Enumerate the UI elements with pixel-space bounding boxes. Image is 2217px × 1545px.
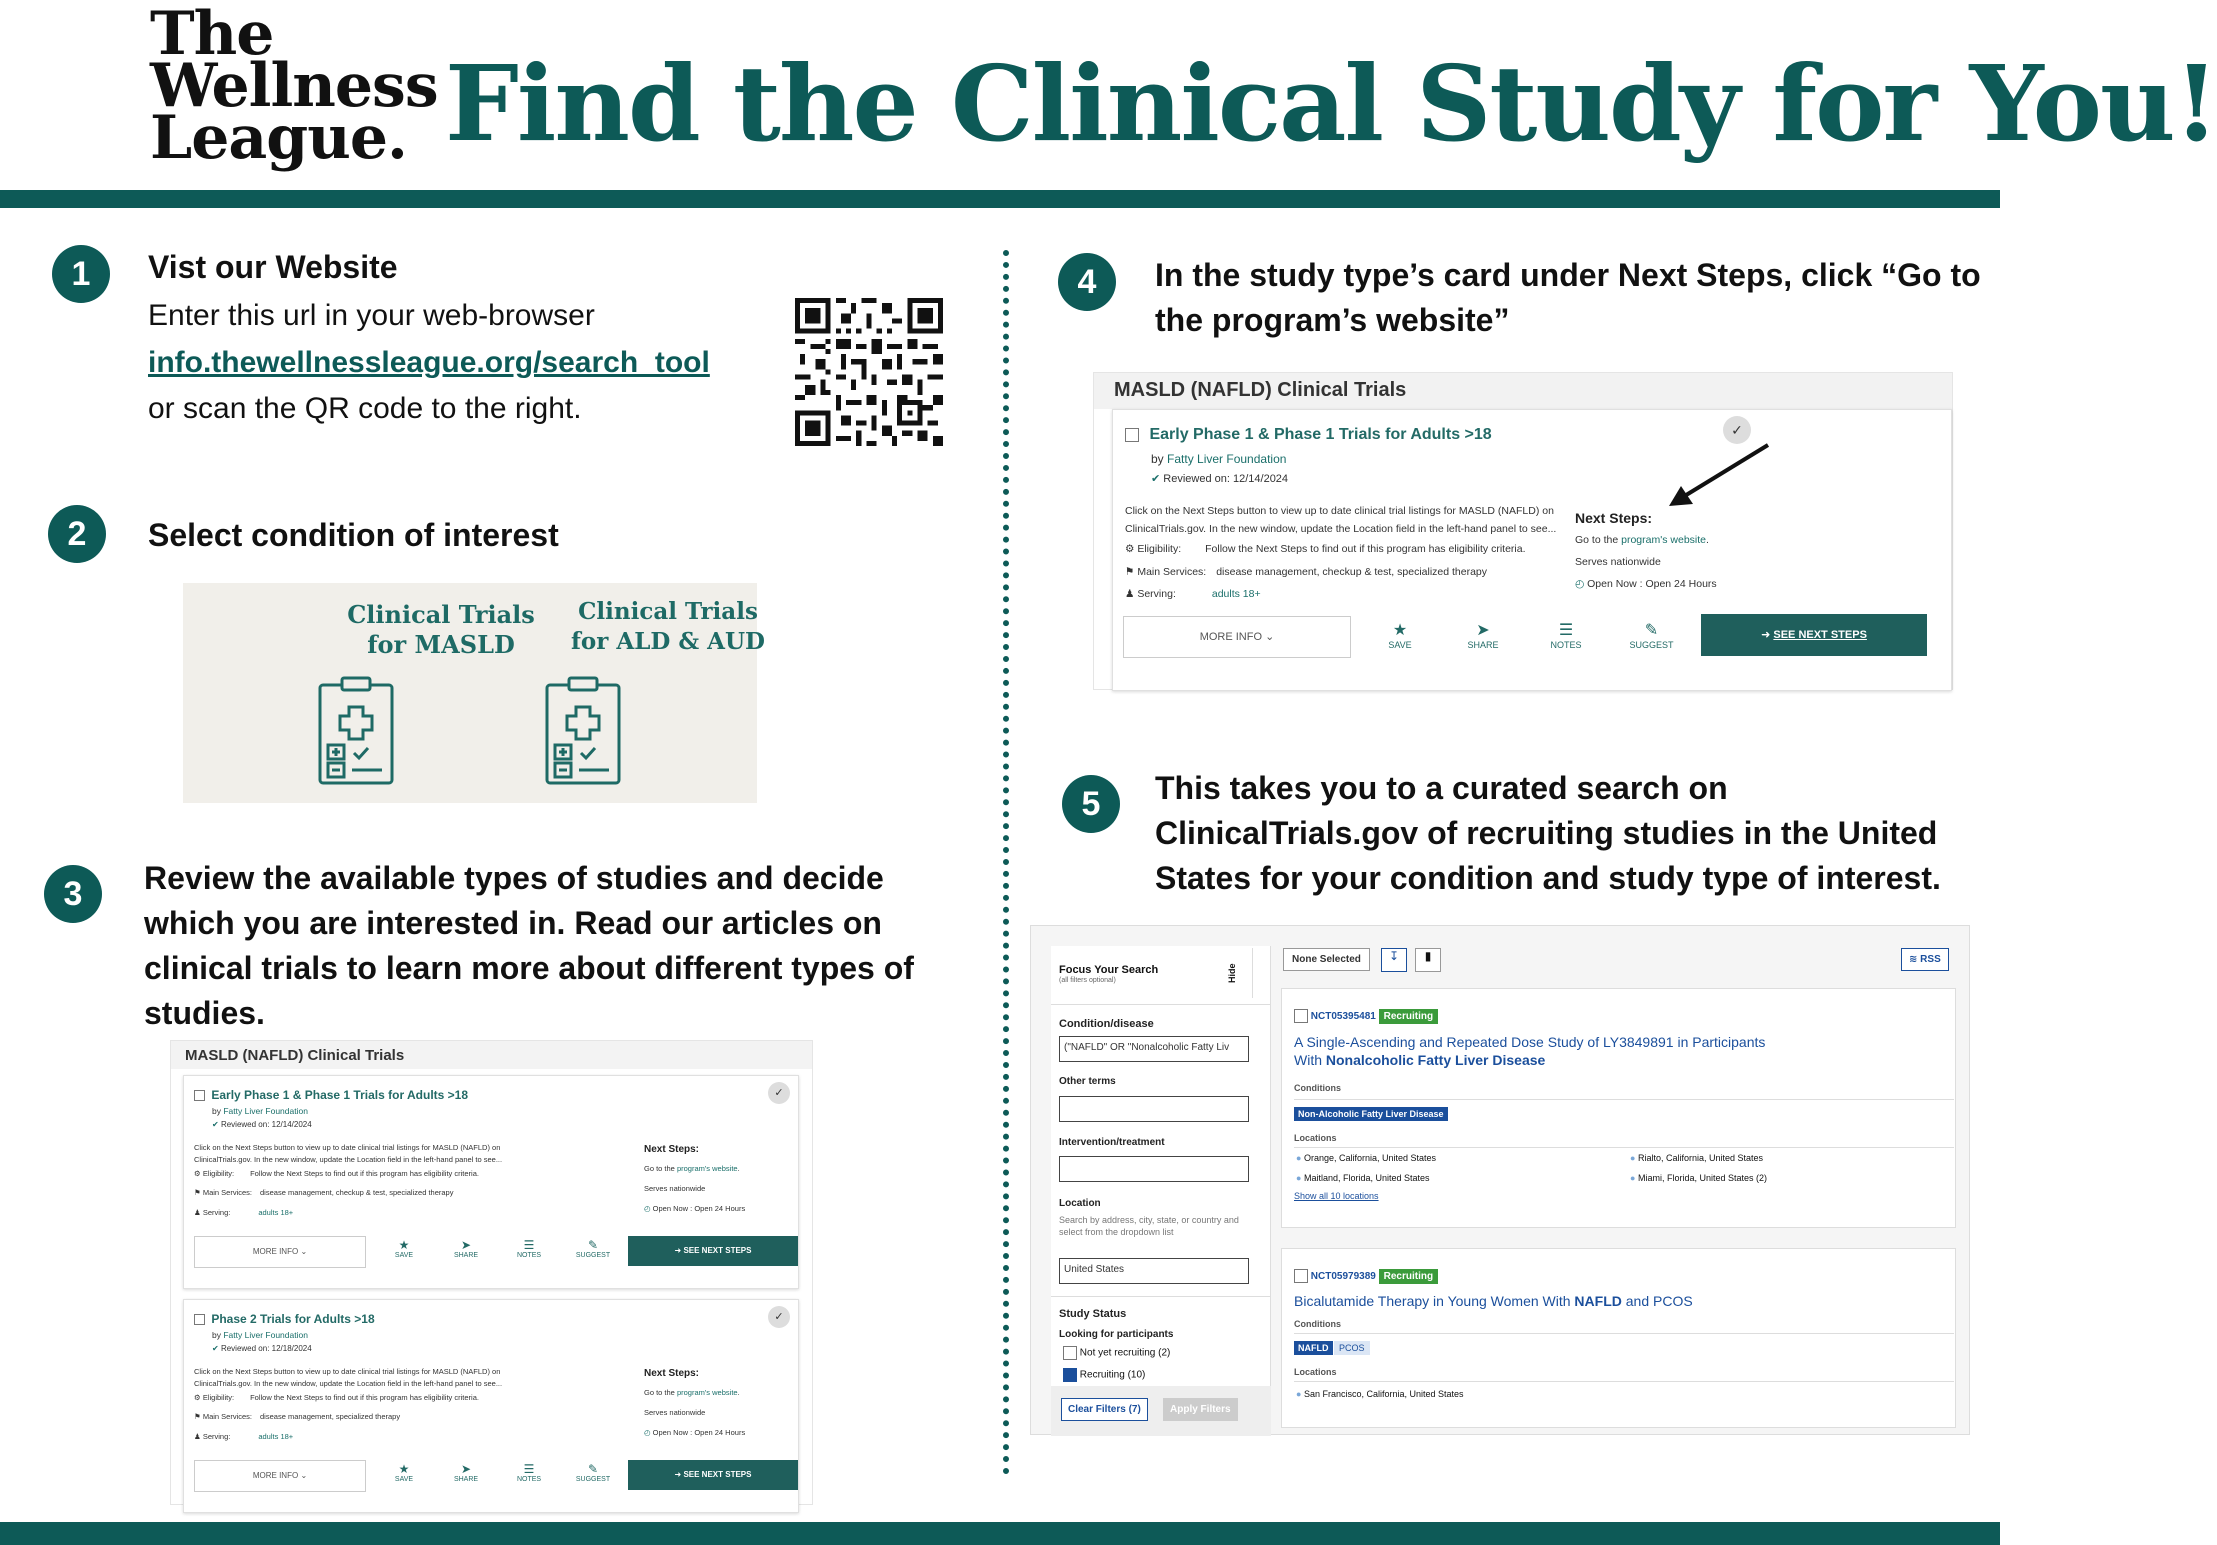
notes-button[interactable]: ☰ NOTES [509, 1462, 549, 1483]
next-steps-heading: Next Steps: [644, 1144, 700, 1155]
serves-nationwide: Serves nationwide [1575, 556, 1661, 568]
step-1-heading: Vist our Website [148, 249, 398, 285]
listing-header: MASLD (NAFLD) Clinical Trials [171, 1041, 812, 1069]
list-icon: ☰ [523, 1238, 535, 1252]
result-title[interactable]: Bicalutamide Therapy in Young Women With NAFLD and PCOS [1294, 1293, 1693, 1309]
result-checkbox[interactable] [1294, 1009, 1308, 1023]
next-steps-heading: Next Steps: [1575, 510, 1653, 526]
not-yet-recruiting-checkbox[interactable] [1063, 1346, 1077, 1360]
suggest-button[interactable]: ✎ SUGGEST [572, 1462, 614, 1483]
rss-icon: ≋ [1909, 954, 1918, 965]
footer-bar [0, 1522, 2000, 1545]
paper-plane-icon: ➤ [1476, 622, 1490, 639]
bookmark-icon[interactable]: ▮ [1415, 948, 1441, 972]
study-card: Early Phase 1 & Phase 1 Trials for Adults >18 by Fatty Liver Foundation ✔ Reviewed on: 12/14/2024 Click on the Next Steps button to view up to date clinical trial listings for MASLD (NAFLD) on ClinicalTrials.gov. In the new window, update the Location field in the left-hand panel to see... ⚙ Eligibility: Follow the Next Steps to find out if this program has eligibility criteria. ⚑ Main Services: disease management, checkup & test, specialized therapy ♟ Serving: adults 18+ Next Steps: Go to the program's website. Serves nationwide ◴ Open Now : Open 24 Hours ✓ MORE INFO ⌄ ★ SAVE ➤ SHARE ☰ NOTES ✎ SUGGEST ➜ SEE NEXT STEPS [183, 1075, 799, 1289]
save-button[interactable]: ★ SAVE [384, 1462, 424, 1483]
step-5-text: This takes you to a curated search on ClinicalTrials.gov of recruiting studies in the United States for your condition and study type of interest. [1155, 770, 1941, 896]
search-tool-link[interactable]: info.thewellnessleague.org/search_tool [148, 346, 710, 379]
option-masld-label[interactable]: Clinical Trials for MASLD [347, 600, 535, 659]
step-1-qr-hint: or scan the QR code to the right. [148, 392, 582, 425]
star-icon: ★ [398, 1462, 410, 1476]
chevron-down-icon: ⌄ [300, 1247, 308, 1256]
program-website-link[interactable]: program's website [676, 1388, 738, 1397]
column-divider [1003, 250, 1009, 1475]
other-terms-input[interactable] [1059, 1096, 1249, 1122]
clock-icon: ◴ [644, 1428, 651, 1437]
condition-tag: Non-Alcoholic Fatty Liver Disease [1294, 1107, 1448, 1121]
location-pin-icon: ● [1296, 1173, 1302, 1183]
next-steps-heading: Next Steps: [644, 1368, 700, 1379]
share-button[interactable]: ➤ SHARE [1458, 620, 1508, 650]
chevron-down-icon: ⌄ [1265, 631, 1275, 643]
arrow-pointer-icon [1663, 440, 1773, 510]
pencil-icon: ✎ [1644, 622, 1659, 639]
intervention-input[interactable] [1059, 1156, 1249, 1182]
checkmark-icon[interactable]: ✓ [768, 1082, 790, 1104]
save-button[interactable]: ★ SAVE [384, 1238, 424, 1259]
option-ald-aud-label[interactable]: Clinical Trials for ALD & AUD [571, 598, 765, 655]
location-input[interactable]: United States [1059, 1258, 1249, 1284]
listing-screenshot-large [1093, 372, 1953, 690]
card-title[interactable]: Phase 2 Trials for Adults >18 [211, 1312, 375, 1326]
see-next-steps-button[interactable]: ➜ SEE NEXT STEPS [1701, 614, 1927, 656]
condition-tag: PCOS [1334, 1341, 1370, 1355]
paper-plane-icon: ➤ [460, 1462, 472, 1476]
header-divider-bar [0, 190, 2000, 208]
star-icon: ★ [1392, 622, 1408, 639]
org-link[interactable]: Fatty Liver Foundation [223, 1106, 308, 1116]
clinicaltrials-screenshot [1030, 925, 1970, 1435]
serves-nationwide: Serves nationwide [644, 1184, 706, 1193]
step-4-badge: 4 [1058, 253, 1116, 311]
card-title[interactable]: Early Phase 1 & Phase 1 Trials for Adults >18 [211, 1088, 469, 1102]
paper-plane-icon: ➤ [460, 1238, 472, 1252]
clear-filters-button[interactable]: Clear Filters (7) [1061, 1398, 1148, 1421]
tag-icon: ⚑ [194, 1412, 201, 1421]
result-checkbox[interactable] [1294, 1269, 1308, 1283]
step-3-badge: 3 [44, 865, 102, 923]
clock-icon: ◴ [1575, 578, 1585, 590]
person-icon: ♟ [1125, 588, 1135, 600]
step-1-instruction: Enter this url in your web-browser [148, 299, 595, 332]
clipboard-icon[interactable] [543, 675, 623, 787]
suggest-button[interactable]: ✎ SUGGEST [1624, 620, 1679, 650]
result-card: NCT05979389 Recruiting Bicalutamide Therapy in Young Women With NAFLD and PCOS Conditions NAFLD PCOS Locations ● San Francisco, California, United States [1281, 1248, 1956, 1428]
org-link[interactable]: Fatty Liver Foundation [223, 1330, 308, 1340]
checkmark-icon[interactable]: ✓ [768, 1306, 790, 1328]
reviewed-date: Reviewed on: 12/14/2024 [1163, 473, 1289, 485]
person-icon: ♟ [194, 1432, 201, 1441]
show-all-locations-link[interactable]: Show all 10 locations [1294, 1191, 1379, 1201]
clock-icon: ◴ [644, 1204, 651, 1213]
step-4-text: In the study type’s card under Next Steps, click “Go to the program’s website” [1155, 257, 1981, 338]
step-3-text: Review the available types of studies and decide which you are interested in. Read our articles on clinical trials to learn more about different types of studies. [144, 860, 914, 1031]
card-description: Click on the Next Steps button to view up to date clinical trial listings for MASLD (NAFLD) on [1125, 505, 1554, 517]
condition-selector [183, 583, 765, 803]
page-title: Find the Clinical Study for You! [445, 42, 2217, 165]
more-info-button[interactable]: MORE INFO ⌄ [194, 1460, 366, 1492]
clipboard-icon[interactable] [316, 675, 396, 787]
suggest-button[interactable]: ✎ SUGGEST [572, 1238, 614, 1259]
org-link[interactable]: Fatty Liver Foundation [1167, 452, 1287, 466]
qr-code [795, 298, 943, 446]
program-website-link[interactable]: program's website [676, 1164, 738, 1173]
apply-filters-button[interactable]: Apply Filters [1163, 1398, 1238, 1421]
notes-button[interactable]: ☰ NOTES [509, 1238, 549, 1259]
study-card: Phase 2 Trials for Adults >18 by Fatty Liver Foundation ✔ Reviewed on: 12/18/2024 Click on the Next Steps button to view up to date clinical trial listings for MASLD (NAFLD) on ClinicalTrials.gov. In the new window, update the Location field in the left-hand panel to see... ⚙ Eligibility: Follow the Next Steps to find out if this program has eligibility criteria. ⚑ Main Services: disease management, specialized therapy ♟ Serving: adults 18+ Next Steps: Go to the program's website. Serves nationwide ◴ Open Now : Open 24 Hours ✓ MORE INFO ⌄ ★ SAVE ➤ SHARE ☰ NOTES ✎ SUGGEST ➜ SEE NEXT STEPS [183, 1299, 799, 1513]
location-pin-icon: ● [1630, 1153, 1636, 1163]
download-icon[interactable]: ↧ [1381, 948, 1407, 972]
see-next-steps-button[interactable]: ➜ SEE NEXT STEPS [628, 1460, 798, 1490]
card-checkbox[interactable] [194, 1314, 205, 1325]
serves-nationwide: Serves nationwide [644, 1408, 706, 1417]
share-button[interactable]: ➤ SHARE [446, 1238, 486, 1259]
see-next-steps-button[interactable]: ➜ SEE NEXT STEPS [628, 1236, 798, 1266]
checkmark-icon[interactable]: ✓ [1723, 416, 1751, 444]
card-checkbox[interactable] [1125, 428, 1139, 442]
location-pin-icon: ● [1296, 1153, 1302, 1163]
star-icon: ★ [398, 1238, 410, 1252]
chevron-down-icon: ⌄ [300, 1471, 308, 1480]
eligibility-icon: ⚙ [194, 1393, 201, 1402]
rss-button[interactable]: ≋ RSS [1901, 948, 1949, 971]
save-button[interactable]: ★ SAVE [1375, 620, 1425, 650]
list-icon: ☰ [1558, 622, 1574, 639]
selection-dropdown[interactable]: None Selected [1283, 948, 1370, 971]
listing-screenshot-small [170, 1040, 813, 1505]
condition-tag: NAFLD [1294, 1341, 1333, 1355]
location-pin-icon: ● [1630, 1173, 1636, 1183]
wellness-league-logo: The Wellness League. [150, 0, 438, 173]
condition-input[interactable]: ("NAFLD" OR "Nonalcoholic Fatty Liv [1059, 1036, 1249, 1062]
tag-icon: ⚑ [194, 1188, 201, 1197]
condition-label: Condition/disease [1059, 1018, 1154, 1030]
study-card: Early Phase 1 & Phase 1 Trials for Adults >18 by Fatty Liver Foundation ✔ Reviewed on: 12/14/2024 Click on the Next Steps button to view up to date clinical trial listings for MASLD (NAFLD) on ClinicalTrials.gov. In the new window, update the Location field in the left-hand panel to see... ⚙ Eligibility: Follow the Next Steps to find out if this program has eligibility criteria. ⚑ Main Services: disease management, checkup & test, specialized therapy ♟ Serving: adults 18+ Next Steps: Go to the program's website. Serves nationwide ◴ Open Now : Open 24 Hours ✓ MORE INFO ⌄ ★ SAVE ➤ SHARE ☰ NOTES ✎ SUGGEST ➜ SEE NEXT STEPS [1112, 409, 1952, 691]
listing-header: MASLD (NAFLD) Clinical Trials [1094, 373, 1952, 409]
tag-icon: ⚑ [1125, 566, 1135, 578]
notes-button[interactable]: ☰ NOTES [1541, 620, 1591, 650]
pencil-icon: ✎ [587, 1462, 599, 1476]
recruiting-checkbox[interactable] [1063, 1368, 1077, 1382]
location-pin-icon: ● [1296, 1389, 1302, 1399]
status-badge: Recruiting [1379, 1269, 1438, 1284]
card-title[interactable]: Early Phase 1 & Phase 1 Trials for Adults >18 [1149, 426, 1492, 443]
eligibility-icon: ⚙ [1125, 543, 1135, 555]
hide-filters-toggle[interactable]: Hide [1227, 948, 1253, 998]
more-info-button[interactable]: MORE INFO ⌄ [1123, 616, 1351, 658]
person-icon: ♟ [194, 1208, 201, 1217]
share-button[interactable]: ➤ SHARE [446, 1462, 486, 1483]
eligibility-icon: ⚙ [194, 1169, 201, 1178]
pencil-icon: ✎ [587, 1238, 599, 1252]
program-website-link[interactable]: program's website [1621, 534, 1706, 546]
step-5-badge: 5 [1062, 775, 1120, 833]
step-1-badge: 1 [52, 245, 110, 303]
reviewed-check-icon: ✔ [212, 1120, 219, 1129]
step-2-heading: Select condition of interest [148, 517, 559, 553]
result-card: NCT05395481 Recruiting A Single-Ascending and Repeated Dose Study of LY3849891 in Participants With Nonalcoholic Fatty Liver Disease Conditions Non-Alcoholic Fatty Liver Disease Locations ● Orange, California, United States ● Rialto, California, United States ● Maitland, Florida, United States ● Miami, Florida, United States (2) Show all 10 locations [1281, 988, 1956, 1228]
reviewed-check-icon: ✔ [1151, 473, 1161, 485]
reviewed-check-icon: ✔ [212, 1344, 219, 1353]
filter-sidebar: Focus Your Search (all filters optional) Hide Condition/disease ("NAFLD" OR "Nonalcoholic Fatty Liv Other terms Intervention/treatment Location Search by address, city, state, or country and select from the dropdown list United States Study Status Looking for participants Not yet recruiting (2) Recruiting (10) Clear Filters (7) Apply Filters [1051, 946, 1271, 1436]
step-2-badge: 2 [48, 505, 106, 563]
result-title[interactable]: A Single-Ascending and Repeated Dose Study of LY3849891 in Participants With Nonalcoholic Fatty Liver Disease [1294, 1034, 1766, 1068]
status-badge: Recruiting [1379, 1009, 1438, 1024]
card-checkbox[interactable] [194, 1090, 205, 1101]
list-icon: ☰ [523, 1462, 535, 1476]
more-info-button[interactable]: MORE INFO ⌄ [194, 1236, 366, 1268]
